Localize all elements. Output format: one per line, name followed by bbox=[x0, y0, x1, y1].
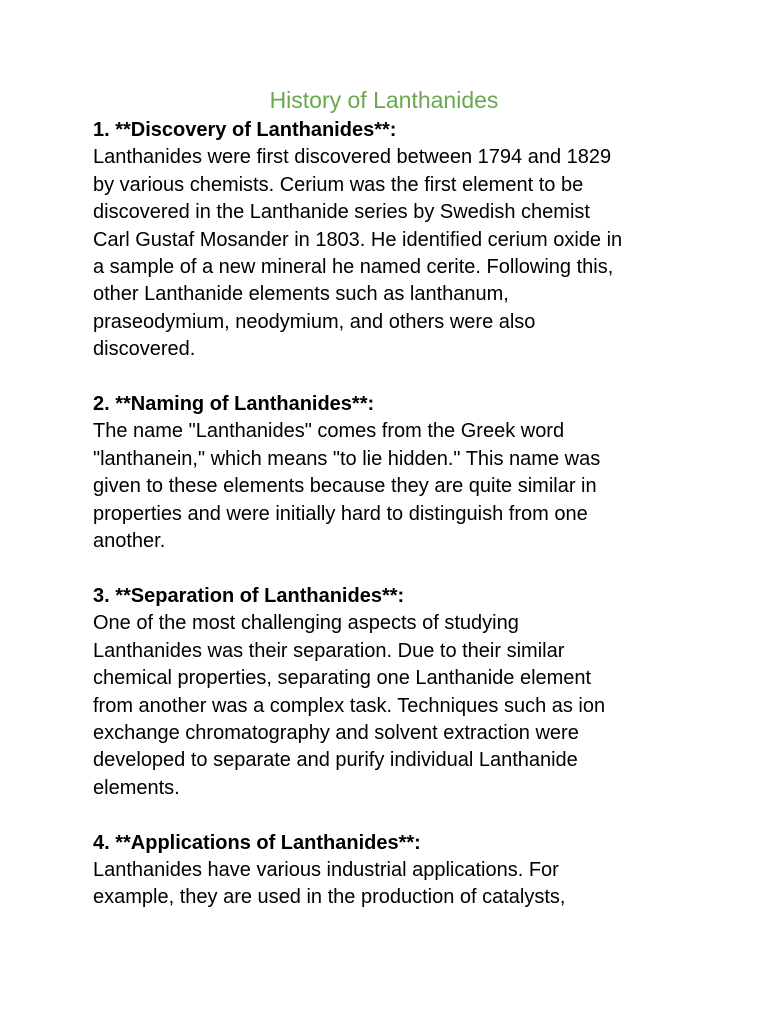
section-heading: 2. **Naming of Lanthanides**: bbox=[93, 393, 375, 416]
document-title: History of Lanthanides bbox=[269, 87, 499, 113]
section-paragraph bbox=[93, 857, 693, 912]
paragraph-line: another. bbox=[93, 530, 166, 553]
section-heading: 1. **Discovery of Lanthanides**: bbox=[93, 119, 397, 141]
paragraph-line: properties and were initially hard to distinguish from one bbox=[93, 502, 588, 525]
paragraph-line: "lanthanein," which means "to lie hidden." This name was bbox=[93, 447, 601, 470]
paragraph-line: praseodymium, neodymium, and others were also bbox=[93, 310, 536, 333]
section-heading: 3. **Separation of Lanthanides**: bbox=[93, 584, 405, 607]
paragraph-line: The name "Lanthanides" comes from the Greek word bbox=[93, 420, 565, 443]
section-separation bbox=[93, 583, 693, 802]
paragraph-line: exchange chromatography and solvent extraction were bbox=[93, 721, 579, 744]
paragraph-line: Lanthanides were first discovered between 1794 and 1829 bbox=[93, 146, 612, 169]
paragraph-line: a sample of a new mineral he named cerite. Following this, bbox=[93, 256, 614, 279]
paragraph-line: Lanthanides was their separation. Due to their similar bbox=[93, 639, 565, 662]
paragraph-line: Lanthanides have various industrial applications. For bbox=[93, 858, 559, 881]
paragraph-line: discovered. bbox=[93, 338, 196, 361]
section-applications bbox=[93, 830, 693, 912]
paragraph-line: chemical properties, separating one Lanthanide element bbox=[93, 667, 592, 690]
paragraph-line: Carl Gustaf Mosander in 1803. He identified cerium oxide in bbox=[93, 228, 623, 251]
section-paragraph bbox=[93, 418, 693, 555]
paragraph-line: elements. bbox=[93, 776, 180, 799]
section-paragraph bbox=[93, 144, 693, 363]
section-paragraph bbox=[93, 610, 693, 802]
paragraph-line: One of the most challenging aspects of studying bbox=[93, 612, 519, 635]
document-body bbox=[93, 117, 693, 912]
paragraph-line: given to these elements because they are quite similar in bbox=[93, 475, 597, 498]
paragraph-line: example, they are used in the production of catalysts, bbox=[93, 886, 566, 909]
paragraph-line: from another was a complex task. Techniques such as ion bbox=[93, 694, 606, 717]
section-heading: 4. **Applications of Lanthanides**: bbox=[93, 831, 421, 854]
paragraph-line: discovered in the Lanthanide series by Swedish chemist bbox=[93, 201, 590, 224]
paragraph-line: other Lanthanide elements such as lanthanum, bbox=[93, 283, 509, 306]
section-discovery bbox=[93, 117, 693, 364]
paragraph-line: by various chemists. Cerium was the first element to be bbox=[93, 173, 584, 196]
section-naming bbox=[93, 391, 693, 555]
paragraph-line: developed to separate and purify individual Lanthanide bbox=[93, 749, 578, 772]
